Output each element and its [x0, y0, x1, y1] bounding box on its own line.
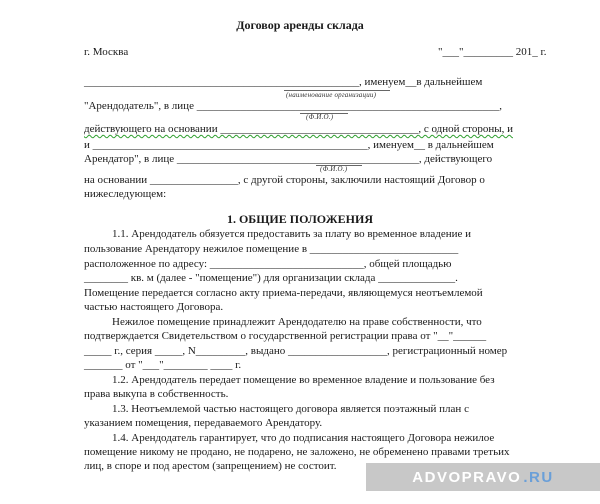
clause-1-1-line-5: Помещение передается согласно акту приема-передачи, являющемуся неотъемлемой [84, 287, 483, 299]
clause-1-4-line-2: помещение никому не продано, не подарено, не заложено, не обременено правами третьих [84, 446, 510, 458]
ownership-line-4: _______ от "___"________ ____ г. [84, 359, 242, 371]
watermark-suffix: .RU [523, 468, 554, 486]
clause-1-1-line-4: ________ кв. м (далее - "помещение") для организации склада ______________. [84, 272, 458, 284]
party2-org-line: и __________________________________________________, именуем__ в дальнейшем [84, 139, 494, 151]
contract-date: "___"_________ 201_ г. [438, 46, 547, 58]
document-title: Договор аренды склада [236, 18, 364, 32]
intro-end-line: нижеследующем: [84, 188, 167, 200]
section-title: 1. ОБЩИЕ ПОЛОЖЕНИЯ [226, 212, 374, 226]
caption-org: (наименование организации) [286, 91, 377, 99]
party2-rep-line: Арендатор", в лице ____________________________________________, действующего [84, 153, 493, 165]
clause-1-1-line-3: расположенное по адресу: ____________________________, общей площадью [84, 258, 452, 270]
ownership-line-2: подтверждается Свидетельством о государственной регистрации права от "__"______ [84, 330, 487, 342]
clause-1-1-line-6: частью настоящего Договора. [84, 301, 224, 313]
party1-basis-line: действующего на основании ____________________________________, с одной стороны, и [84, 123, 513, 135]
ownership-line-3: _____ г., серия _____, N_________, выдано __________________, регистрационный номер [84, 345, 508, 357]
ownership-line-1: Нежилое помещение принадлежит Арендодателю на праве собственности, что [112, 316, 482, 328]
clause-1-4-line-3: лиц, в споре и под арестом (запрещением) не состоит. [84, 460, 337, 472]
city: г. Москва [84, 46, 129, 58]
clause-1-1-line-1: 1.1. Арендодатель обязуется предоставить за плату во временное владение и [112, 228, 471, 240]
clause-1-4-line-1: 1.4. Арендодатель гарантирует, что до подписания настоящего Договора нежилое [112, 432, 495, 444]
watermark-text: ADVOPRAVO [412, 468, 522, 486]
party2-basis-line: на основании ________________, с другой стороны, заключили настоящий Договор о [84, 174, 485, 186]
site-watermark [366, 463, 600, 491]
clause-1-2-line-2: права выкупа в собственность. [84, 388, 229, 400]
clause-1-2-line-1: 1.2. Арендодатель передает помещение во временное владение и пользование без [112, 374, 495, 386]
party1-rep-line: "Арендодатель", в лице _______________________________________________________, [84, 100, 502, 112]
clause-1-3-line-1: 1.3. Неотъемлемой частью настоящего договора является поэтажный план с [112, 403, 469, 415]
clause-1-1-line-2: пользование Арендатору нежилое помещение в ___________________________ [84, 243, 459, 255]
clause-1-3-line-2: указанием помещения, передаваемого Арендатору. [84, 417, 323, 429]
party1-org-line: __________________________________________________, именуем__в дальнейшем [84, 76, 483, 88]
caption-fio-2: (Ф.И.О.) [320, 165, 348, 173]
caption-fio-1: (Ф.И.О.) [306, 113, 334, 121]
